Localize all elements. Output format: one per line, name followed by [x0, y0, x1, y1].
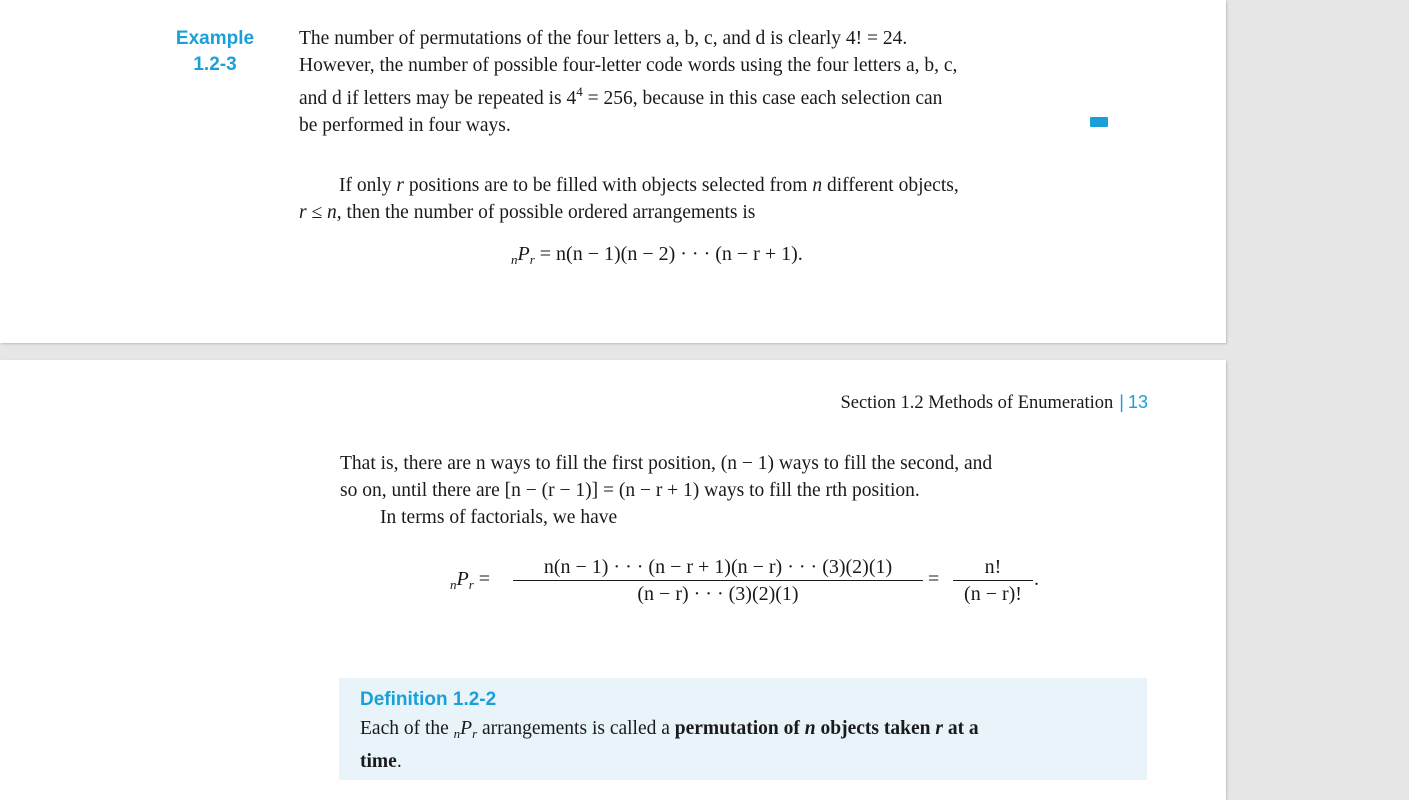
paragraph2-line-2: so on, until there are [n − (r − 1)] = (n − r + 1) ways to fill the rth position.: [340, 480, 920, 501]
equation-permutation-product: [511, 240, 803, 274]
page-number: | 13: [1119, 392, 1148, 412]
section-title: Section 1.2 Methods of Enumeration: [840, 393, 1114, 413]
page-top: [0, 0, 1226, 343]
paragraph1-line-2: [299, 202, 755, 223]
def-text-a: Each of the: [360, 718, 454, 739]
p1-line2-n: n: [327, 202, 337, 223]
def-sub-r: r: [472, 726, 478, 741]
paragraph2-line-1: That is, there are n ways to fill the first position, (n − 1) ways to fill the second, and: [340, 453, 993, 474]
example-body: [299, 26, 1109, 139]
def-bold-d: time: [360, 751, 397, 772]
eq1-rhs: = n(n − 1)(n − 2) · · · (n − r + 1).: [534, 243, 803, 265]
example-line-4: be performed in four ways.: [299, 114, 511, 136]
def-bold-c: at a: [942, 718, 979, 739]
def-end: .: [396, 751, 402, 772]
p1-line2-r: r: [299, 202, 307, 223]
exponent: 4: [576, 84, 583, 99]
p1-text-b: positions are to be filled with objects selected from: [404, 175, 813, 196]
eq1-P: P: [517, 243, 530, 265]
page-number-value: 13: [1127, 392, 1148, 412]
eq2-lhs: [450, 568, 490, 593]
eq2-P: P: [456, 568, 469, 590]
page-bottom: [0, 360, 1226, 800]
def-bold-n: n: [804, 718, 816, 739]
eq2-fraction-1-denominator: (n − r) · · · (3)(2)(1): [513, 580, 923, 607]
def-bold-b: objects taken: [815, 718, 936, 739]
p1-var-r: r: [396, 175, 404, 196]
p1-var-n: n: [812, 175, 823, 196]
def-bold-r: r: [935, 718, 943, 739]
def-bold-a: permutation of: [674, 718, 805, 739]
eq2-fraction-2-denominator: (n − r)!: [953, 580, 1033, 607]
def-pre-sub-n: n: [453, 726, 461, 741]
eq2-fraction-1: [513, 554, 923, 607]
eq2-fraction-2: [953, 554, 1033, 607]
example-line-3-post: = 256, because in this case each selection can: [582, 88, 943, 109]
definition-body: [360, 715, 1130, 776]
example-line-3: [299, 79, 1109, 113]
def-text-b: arrangements is called a: [477, 718, 675, 739]
example-label: [170, 26, 260, 78]
eq2-period: .: [1034, 568, 1039, 590]
p1-text-a: If only: [339, 175, 397, 196]
eq2-fraction-2-numerator: n!: [984, 556, 1002, 578]
eq2-pre-sub-n: n: [450, 577, 457, 592]
example-line-3-pre: and d if letters may be repeated is 4: [299, 88, 577, 109]
p1-line2-leq: ≤: [306, 202, 328, 223]
paragraph-ways-to-fill: [340, 450, 1148, 531]
def-P: P: [460, 718, 473, 739]
eq2-equals: =: [928, 568, 940, 590]
example-line-1: The number of permutations of the four letters a, b, c, and d is clearly 4! = 24.: [299, 28, 908, 49]
p1-line2-text: , then the number of possible ordered arrangements is: [336, 202, 756, 223]
paragraph-permutations-intro: [299, 172, 1109, 226]
eq1-pre-sub-n: n: [511, 252, 518, 267]
definition-title: Definition 1.2-2: [360, 689, 497, 710]
eq2-fraction-1-numerator: n(n − 1) · · · (n − r + 1)(n − r) · · · (3)(2)(1): [543, 556, 893, 578]
paragraph1-line-1: [299, 175, 959, 196]
eq2-sub-r: r: [468, 577, 474, 592]
eq2-lhs-equals: =: [473, 568, 491, 590]
example-line-2: However, the number of possible four-letter code words using the four letters a, b, c,: [299, 54, 958, 76]
paragraph2-line-3: In terms of factorials, we have: [380, 507, 618, 528]
definition-box: [339, 678, 1147, 780]
example-label-word: Example: [175, 28, 255, 49]
eq1-sub-r: r: [529, 252, 535, 267]
example-end-marker-icon: [1090, 117, 1108, 127]
running-head: [780, 390, 1148, 415]
p1-text-c: different objects,: [822, 175, 959, 196]
example-label-number: 1.2-3: [193, 54, 237, 75]
